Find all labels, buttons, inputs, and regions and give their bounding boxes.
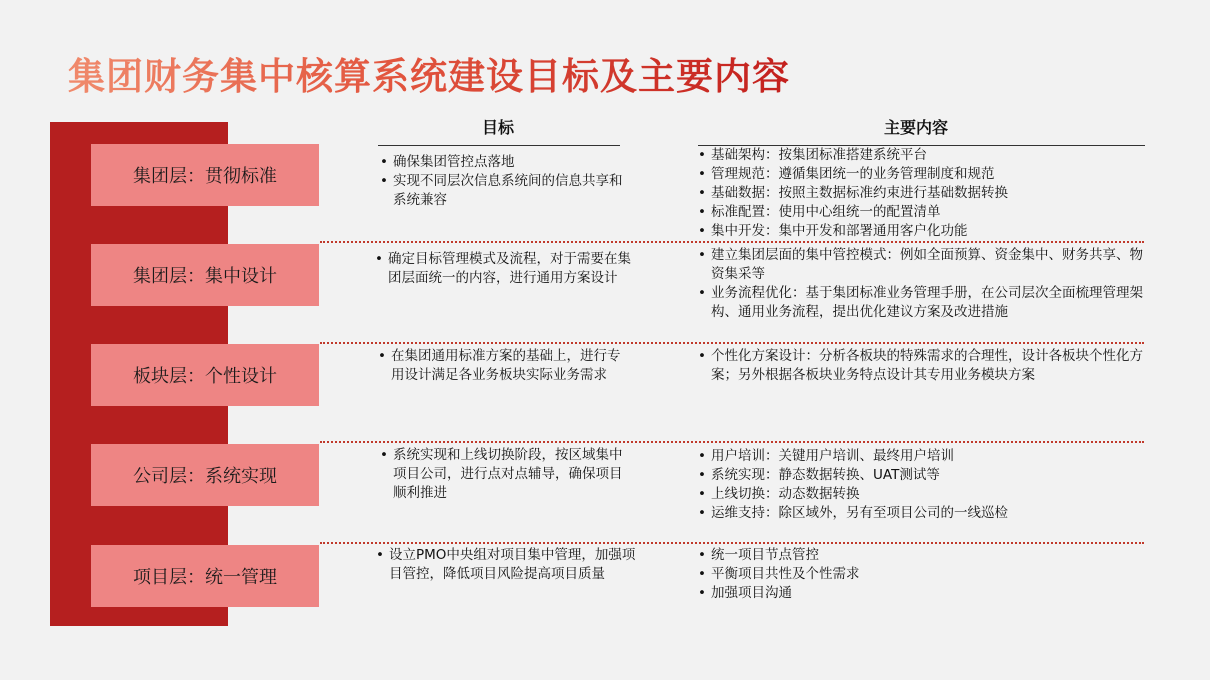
row-divider [320,342,1144,344]
content-list-row-4 [698,447,1148,523]
list-item: • 集中开发：集中开发和部署通用客户化功能 [698,222,1148,241]
row-divider [320,542,1144,544]
list-item: • 系统实现：静态数据转换、UAT测试等 [698,466,1148,485]
content-list-row-3 [698,347,1148,385]
content-list-row-5 [698,546,1148,603]
list-item: • 建立集团层面的集中管控模式：例如全面预算、资金集中、财务共享、物资集采等 [698,246,1148,284]
layer-label-company-impl: 公司层：系统实现 [91,444,319,506]
list-item: • 运维支持：除区域外，另有至项目公司的一线巡检 [698,504,1148,523]
row-divider [320,441,1144,443]
content-list-row-2 [698,246,1148,322]
layer-label-project-mgmt: 项目层：统一管理 [91,545,319,607]
list-item: • 确保集团管控点落地 [380,153,635,172]
layer-label-segment-custom: 板块层：个性设计 [91,344,319,406]
list-item: • 基础数据：按照主数据标准约束进行基础数据转换 [698,184,1148,203]
list-item: • 在集团通用标准方案的基础上，进行专用设计满足各业务板块实际业务需求 [378,347,628,385]
list-item: • 平衡项目共性及个性需求 [698,565,1148,584]
list-item: • 个性化方案设计：分析各板块的特殊需求的合理性，设计各板块个性化方案；另外根据各板块业务特点设计其专用业务模块方案 [698,347,1148,385]
layer-label-group-design: 集团层：集中设计 [91,244,319,306]
goal-list-row-3 [378,347,628,385]
goal-list-row-4 [380,446,630,503]
list-item: • 标准配置：使用中心组统一的配置清单 [698,203,1148,222]
goal-list-row-2 [375,250,637,288]
list-item: • 系统实现和上线切换阶段，按区域集中项目公司，进行点对点辅导，确保项目顺利推进 [380,446,630,503]
list-item: • 确定目标管理模式及流程，对于需要在集团层面统一的内容，进行通用方案设计 [375,250,637,288]
list-item: • 统一项目节点管控 [698,546,1148,565]
list-item: • 基础架构：按集团标准搭建系统平台 [698,146,1148,165]
content-column-header: 主要内容 [884,118,949,137]
goal-column-header: 目标 [482,118,515,137]
content-list-row-1 [698,146,1148,241]
goal-list-row-5 [376,546,638,584]
page-title: 集团财务集中核算系统建设目标及主要内容 [68,46,790,100]
list-item: • 用户培训：关键用户培训、最终用户培训 [698,447,1148,466]
list-item: • 设立PMO中央组对项目集中管理，加强项目管控，降低项目风险提高项目质量 [376,546,638,584]
goal-header-rule [378,145,620,146]
goal-list-row-1 [380,153,635,210]
list-item: • 上线切换：动态数据转换 [698,485,1148,504]
list-item: • 管理规范：遵循集团统一的业务管理制度和规范 [698,165,1148,184]
list-item: • 业务流程优化：基于集团标准业务管理手册，在公司层次全面梳理管理架构、通用业务流程，提出优化建议方案及改进措施 [698,284,1148,322]
row-divider [320,241,1144,243]
layer-label-group-standard: 集团层：贯彻标准 [91,144,319,206]
list-item: • 实现不同层次信息系统间的信息共享和系统兼容 [380,172,635,210]
list-item: • 加强项目沟通 [698,584,1148,603]
